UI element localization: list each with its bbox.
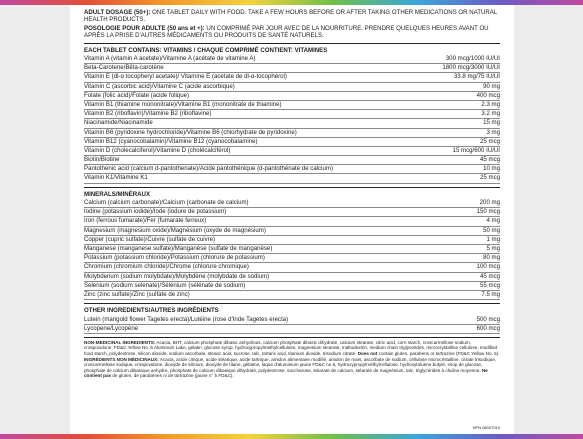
- ingredient-name: Copper (cupric sulfate)/Cuivre (sulfate de cuivre): [84, 235, 216, 243]
- nonmedicinal-english: [84, 340, 500, 357]
- ingredient-name: Iron (ferrous fumarate)/Fer (fumarate ferreux): [84, 217, 207, 225]
- ingredient-amount: 500 mcg: [476, 315, 500, 323]
- nonmedicinal-english-text: Acacia, BHT, calcium phosphate dibasic anhydrous, calcium phosphate dibasic dihydrate, calcium stearate, citric acid, corn starch, croscarmellose sodium, crospovidone, FD&C Yellow No. 6 Aluminum Lake, gelatin, glucose syrup, hydroxypropylmethylcellulose, magnesium stearate, maltodextrin, medium chain triglycerides, microcrystalline cellulose, modified food starch, polydextrose, silicon dioxide, sodium ascorbate, stearic acid, sucrose, talc, tartaric acid, titanium dioxide, trisodium citrate.: [84, 339, 498, 356]
- ingredient-amount: 5 mg: [486, 245, 500, 252]
- ingredient-name: Vitamin E (dl-α tocopheryl acetate)/ Vitamine E (acétate de dl-α-tocophérol): [84, 73, 287, 81]
- ingredient-row: [84, 217, 500, 226]
- left-background: [0, 0, 70, 439]
- ingredient-row: [84, 236, 500, 245]
- ingredient-amount: 200 mg: [479, 199, 500, 207]
- ingredient-row: [84, 325, 500, 334]
- ingredient-row: [84, 174, 500, 183]
- section-divider: [84, 187, 500, 188]
- ingredient-amount: 80 mg: [483, 254, 500, 262]
- vitamins-table: [84, 55, 500, 184]
- ingredient-name: Vitamin B1 (thiamine mononitrate)/Vitamine B1 (mononitrate de thiamine): [84, 100, 282, 108]
- dosage-english: [84, 9, 500, 24]
- ingredient-amount: 33.8 mg/75 IU/UI: [453, 73, 500, 81]
- ingredient-row: [84, 64, 500, 73]
- does-not-contain-label: Does not: [357, 350, 378, 356]
- ingredient-row: [84, 129, 500, 138]
- section-divider: [84, 303, 500, 304]
- ingredient-name: Manganese (manganese sulfate)/Manganèse (sulfate de manganèse): [84, 245, 273, 252]
- ingredient-name: Iodine (potassium iodide)/Iode (iodure de potassium): [84, 208, 227, 216]
- ingredient-name: Zinc (zinc sulfate)/Zinc (sulfate de zinc): [84, 290, 190, 298]
- ingredient-name: Vitamin D (cholecalciferol)/Vitamine D (cholécalciférol): [84, 146, 231, 154]
- ingredient-name: Vitamin K1/Vitamine K1: [84, 174, 148, 182]
- ingredient-row: [84, 245, 500, 254]
- npn-number: NPN 08007019: [472, 424, 500, 430]
- ingredient-row: [84, 83, 500, 92]
- ingredient-amount: 50 mg: [483, 226, 500, 234]
- other-ingredients-table: [84, 316, 500, 334]
- ingredient-row: [84, 227, 500, 236]
- ingredient-amount: 600 mcg: [476, 324, 500, 332]
- ingredient-name: Vitamin B2 (riboflavin)/Vitamine B2 (riboflavine): [84, 110, 212, 118]
- dosage-english-label: ADULT DOSAGE (50+):: [84, 9, 151, 16]
- dosage-french-text: UN COMPRIMÉ PAR JOUR AVEC DE LA NOURRITURE. PRENDRE QUELQUES HEURES AVANT OU APRÈS LA PRISE D'AUTRES MÉDICAMENTS OU PRODUITS DE SANTÉ NATURELS.: [84, 24, 489, 40]
- ingredient-name: Vitamin C (ascorbic acid)/Vitamine C (acide ascorbique): [84, 82, 235, 90]
- ingredient-row: [84, 92, 500, 101]
- ingredients-notes: [84, 340, 500, 379]
- dosage-english-text: ONE TABLET DAILY WITH FOOD. TAKE A FEW HOURS BEFORE OR AFTER TAKING OTHER MEDICATIONS OR NATURAL HEALTH PRODUCTS.: [84, 9, 498, 24]
- ingredient-row: [84, 316, 500, 325]
- ingredient-amount: 15 mg: [483, 119, 500, 127]
- ingredient-amount: 3 mg: [486, 128, 500, 136]
- ingredient-name: Folate (folic acid)/Folate (acide folique): [84, 91, 189, 99]
- ingredient-amount: 3.2 mg: [481, 110, 500, 118]
- ingredient-amount: 45 mcg: [480, 156, 500, 164]
- ingredient-amount: 15 mcg/600 IU/UI: [452, 146, 500, 154]
- ingredient-name: Lutein (marigold flower Tagetes erecta)/Lutéine (rose d'Inde Tagetes erecta): [84, 315, 289, 323]
- ingredient-amount: 150 mcg: [476, 208, 500, 216]
- ingredient-amount: 400 mcg: [476, 91, 500, 99]
- ingredient-row: [84, 147, 500, 156]
- ingredient-name: Selenium (sodium selenate)/Sélénium (sélénate de sodium): [84, 281, 246, 289]
- ingredient-row: [84, 273, 500, 282]
- ingredient-name: Biotin/Biotine: [84, 156, 120, 164]
- ingredient-row: [84, 208, 500, 217]
- ingredient-row: [84, 101, 500, 110]
- ingredient-name: Vitamin B6 (pyridoxine hydrochloride)/Vitamine B6 (chlorhydrate de pyridoxine): [84, 128, 297, 136]
- ingredient-amount: 25 mcg: [480, 137, 500, 145]
- ne-contient-pas-text: de gluten, de parabènes ni de tartrazine (jaune n° 5 FD&C).: [112, 373, 234, 379]
- ingredient-row: [84, 110, 500, 119]
- ingredient-name: Potassium (potassium chloride)/Potassium (chlorure de potassium): [84, 254, 265, 262]
- ingredient-amount: 55 mcg: [480, 281, 500, 289]
- ingredient-amount: 4 mg: [486, 217, 500, 225]
- section-divider: [84, 43, 500, 44]
- bottom-rainbow-stripe: [0, 434, 583, 439]
- ingredient-row: [84, 199, 500, 208]
- nonmedicinal-french-label: INGRÉDIENTS NON MÉDICINAUX:: [84, 356, 159, 362]
- ingredient-name: Niacinamide/Niacinamide: [84, 119, 153, 127]
- ingredient-name: Lycopene/Lycopène: [84, 324, 139, 332]
- ingredient-row: [84, 165, 500, 174]
- ingredient-amount: 7.5 mg: [481, 290, 500, 298]
- ingredient-amount: 100 mcg: [476, 263, 500, 271]
- ingredient-row: [84, 263, 500, 272]
- ingredient-amount: 2.3 mg: [481, 100, 500, 108]
- nonmedicinal-english-label: NON-MEDICINAL INGREDIENTS:: [84, 339, 156, 345]
- ingredient-name: Chromium (chromium chloride)/Chrome (chlorure chromique): [84, 263, 249, 271]
- nonmedicinal-french-text: Acacia, acide citrique, acide stéarique, acide tartrique, amidon alimentaire modifié, amidon de maïs, ascorbate de sodium, cellulose microcristalline, citrate trisodique, croscarmellose sodique, crospovidone, dioxyde de silicium, dioxyde de titane, gélatine, laque d'aluminium jaune FD&C no 6, hydroxypropylméthylcellulose, hydroxytoluène butylé, sirop de glucose, phosphate de calcium dibasique anhydre, phosphate de calcium dibasique dihydraté, polydextrose, saccharose, stéarate de calcium, stéarate de magnésium, talc, triglycérides à chaîne moyenne.: [84, 356, 497, 373]
- ingredient-name: Molybdenum (sodium molybdate)/Molybdène (molybdate de sodium): [84, 272, 270, 280]
- ingredient-row: [84, 119, 500, 128]
- dosage-section: [84, 9, 500, 40]
- ingredient-name: Beta-Carotene/Bêta-carotène: [84, 64, 164, 72]
- ne-contient-pas-label: Ne contient pas: [84, 367, 488, 379]
- section-divider: [84, 337, 500, 338]
- ingredient-amount: 1 mg: [486, 235, 500, 243]
- dosage-french: [84, 25, 500, 40]
- ingredient-amount: 25 mcg: [480, 174, 500, 182]
- ingredient-row: [84, 291, 500, 300]
- ingredient-row: [84, 55, 500, 64]
- nonmedicinal-french: [84, 357, 500, 379]
- supplement-label: [70, 5, 514, 434]
- ingredient-name: Calcium (calcium carbonate)/Calcium (carbonate de calcium): [84, 199, 249, 207]
- vitamins-heading: EACH TABLET CONTAINS: VITAMINS / CHAQUE COMPRIMÉ CONTIENT: VITAMINES: [84, 46, 328, 54]
- ingredient-amount: 10 mg: [483, 165, 500, 173]
- ingredient-row: [84, 282, 500, 291]
- minerals-table: [84, 199, 500, 300]
- ingredient-row: [84, 73, 500, 82]
- does-not-contain-text: contain gluten, parabens or tartrazine (FD&C Yellow No. 5).: [378, 350, 500, 356]
- ingredient-amount: 90 mg: [483, 82, 500, 90]
- ingredient-name: Vitamin B12 (cyanocobalamin)/Vitamine B12 (cyanocobalamine): [84, 137, 258, 145]
- ingredient-amount: 45 mcg: [480, 272, 500, 280]
- ingredient-name: Pantothenic acid (calcium d-pantothenate)/Acide pantothénique (d-pantothénate de calcium): [84, 165, 333, 173]
- ingredient-row: [84, 156, 500, 165]
- ingredient-amount: 1800 mcg/3000 IU/UI: [442, 64, 500, 72]
- ingredient-row: [84, 254, 500, 263]
- ingredient-name: Vitamin A (vitamin A acetate)/Vitamine A (acétate de vitamine A): [84, 55, 256, 63]
- ingredient-amount: 300 mcg/1000 IU/UI: [445, 55, 500, 63]
- minerals-heading: MINERALS/MINÉRAUX: [84, 190, 151, 198]
- right-background: [513, 0, 583, 439]
- ingredient-row: [84, 138, 500, 147]
- ingredient-name: Magnesium (magnesium oxide)/Magnésium (oxyde de magnésium): [84, 226, 266, 234]
- other-ingredients-heading: OTHER INGREDIENTS/AUTRES INGRÉDIENTS: [84, 307, 219, 315]
- dosage-french-label: POSOLOGIE POUR ADULTE (50 ans et +):: [84, 24, 205, 32]
